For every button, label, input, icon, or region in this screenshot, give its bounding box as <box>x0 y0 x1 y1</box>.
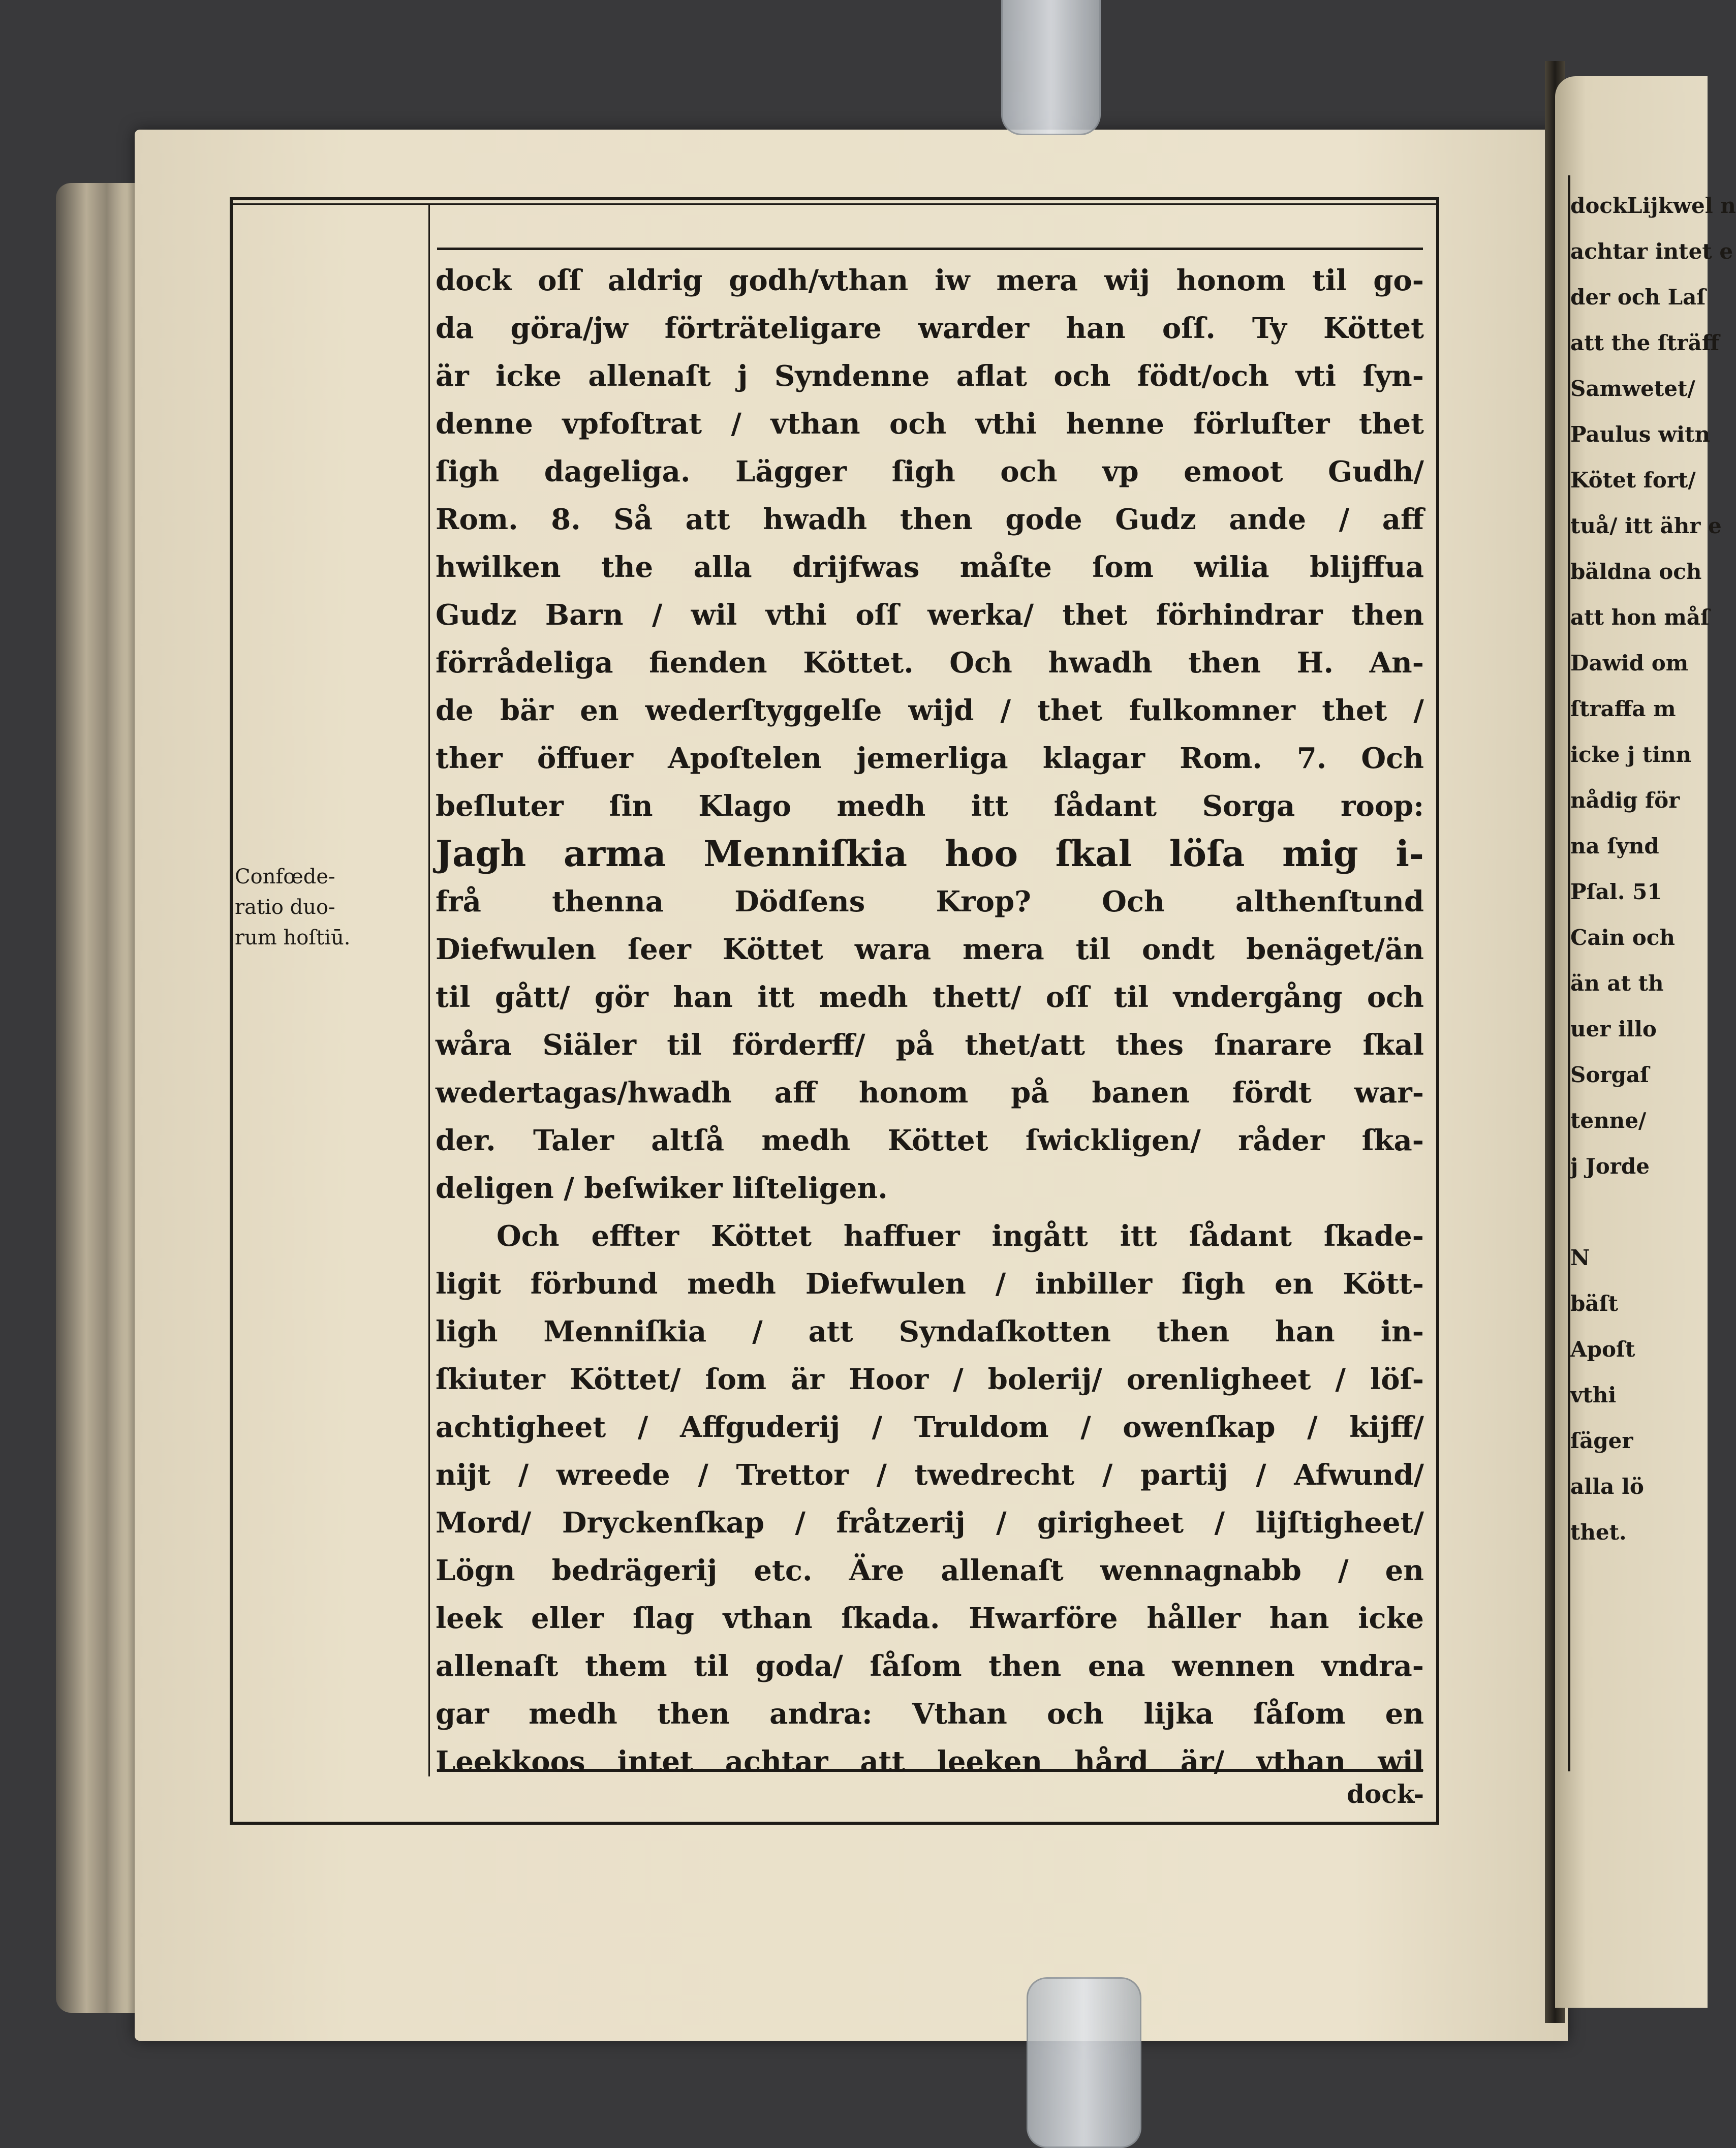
text-line: nijt / wreede / Trettor / twedrecht / partij / Afwund/ <box>436 1458 1424 1492</box>
margin-note-line: rum hoſtiū. <box>235 926 351 949</box>
right-page-text <box>1570 183 1736 1555</box>
text-line: allenaſt them til goda/ ſåſom then ena wennen vndra- <box>436 1649 1424 1683</box>
text-line: Diefwulen ſeer Köttet wara mera til ondt benäget/än <box>436 933 1424 966</box>
right-page-line: ſäger <box>1570 1428 1633 1453</box>
right-page-line: j Jorde <box>1570 1154 1650 1179</box>
text-line: achtigheet / Affguderij / Truldom / owenſkap / kijff/ <box>436 1410 1424 1444</box>
text-line: frå thenna Dödſens Krop? Och althenſtund <box>436 885 1424 918</box>
text-line: denne vpfoſtrat / vthan och vthi henne förluſter thet <box>436 407 1424 441</box>
right-page-line <box>1570 1189 1695 1235</box>
page-clip-bottom <box>1027 1977 1141 2148</box>
right-page-line: dockLijkwel n <box>1570 193 1736 218</box>
frame-double-rule <box>230 203 1439 205</box>
right-page-line: vthi <box>1570 1383 1617 1407</box>
text-line: dock oſſ aldrig godh/vthan iw mera wij honom til go- <box>436 264 1424 297</box>
text-line: Jagh arma Menniſkia hoo ſkal löſa mig i- <box>436 833 1424 875</box>
right-page-line: tuå/ itt ähr e <box>1570 513 1722 538</box>
right-page-line: Samwetet/ <box>1570 376 1695 401</box>
text-line: ſkiuter Köttet/ ſom är Hoor / bolerij/ orenligheet / löſ- <box>436 1363 1424 1396</box>
text-line: de bär en wederſtyggelſe wijd / thet fulkomner thet / <box>436 694 1424 727</box>
margin-note-line: Confœde- <box>235 865 335 888</box>
right-page-line: Kötet fort/ <box>1570 468 1696 493</box>
text-line: förrådeliga fienden Köttet. Och hwadh then H. An- <box>436 646 1424 680</box>
text-line: Lögn bedrägerij etc. Äre allenaſt wennagnabb / en <box>436 1554 1424 1587</box>
right-page-line: Paulus witn <box>1570 422 1711 447</box>
text-line: ligit förbund medh Diefwulen / inbiller ſigh en Kött- <box>436 1267 1424 1301</box>
text-line: ligh Menniſkia / att Syndaſkotten then han in- <box>436 1315 1424 1348</box>
right-page-line: nådig för <box>1570 788 1680 813</box>
right-page-line: alla lö <box>1570 1474 1644 1499</box>
right-page-line: ſtraffa m <box>1570 696 1676 721</box>
head-rule <box>437 248 1423 250</box>
text-line: Mord/ Dryckenſkap / fråtzerij / girigheet / lijſtigheet/ <box>436 1506 1424 1540</box>
text-line: är icke allenaſt j Syndenne aflat och födt/och vti ſyn- <box>436 359 1424 393</box>
right-page-line: na ſynd <box>1570 834 1659 858</box>
right-page-line: achtar intet e <box>1570 239 1733 264</box>
text-line: ther öffuer Apoſtelen jemerliga klagar Rom. 7. Och <box>436 742 1424 775</box>
margin-note <box>235 862 428 953</box>
text-line: Och effter Köttet haffuer ingått itt ſådant ſkade- <box>497 1219 1424 1253</box>
text-line: ſigh dageliga. Lägger ſigh och vp emoot Gudh/ <box>436 455 1424 488</box>
right-page-line: att hon måſ <box>1570 605 1710 630</box>
right-page-line: än at th <box>1570 971 1664 996</box>
right-page-line: Sorgaſ <box>1570 1062 1650 1087</box>
text-line: der. Taler altſå medh Köttet ſwickligen/ råder ſka- <box>436 1124 1424 1157</box>
right-page-line: bäſt <box>1570 1291 1619 1316</box>
text-line: wedertagas/hwadh aff honom på banen fördt war- <box>436 1076 1424 1110</box>
right-page-line: Cain och <box>1570 925 1675 950</box>
right-page-line: att the ſträff <box>1570 330 1720 355</box>
text-line: beſluter ſin Klago medh itt ſådant Sorga roop: <box>436 789 1424 823</box>
right-page-line: tenne/ <box>1570 1108 1647 1133</box>
text-line: wåra Siäler til förderff/ på thet/att thes ſnarare ſkal <box>436 1028 1424 1062</box>
text-line: Rom. 8. Så att hwadh then gode Gudz ande / aff <box>436 503 1424 536</box>
right-page-line: bäldna och <box>1570 559 1702 584</box>
page-clip-top <box>1001 0 1101 135</box>
right-page-line: der och Laſ <box>1570 285 1706 310</box>
right-page-line: Pſal. 51 <box>1570 879 1662 904</box>
text-line: Leekkoos intet achtar att leeken hård är/ vthan wil <box>436 1745 1424 1778</box>
text-line: Gudz Barn / wil vthi oſſ werka/ thet förhindrar then <box>436 598 1424 632</box>
right-page-line: icke j tinn <box>1570 742 1692 767</box>
right-page-line: thet. <box>1570 1520 1627 1545</box>
main-text-column <box>436 257 1424 1786</box>
text-line: deligen / beſwiker liſteligen. <box>436 1172 888 1205</box>
catchword: dock- <box>1347 1779 1424 1809</box>
margin-column-rule <box>428 203 430 1776</box>
text-line: da göra/jw förträteligare warder han oſſ. Ty Köttet <box>436 312 1424 345</box>
margin-note-line: ratio duo- <box>235 896 335 919</box>
right-page-line: Apoſt <box>1570 1337 1635 1362</box>
text-line: hwilken the alla drijfwas måſte ſom wilia blijffua <box>436 550 1424 584</box>
text-line: leek eller ſlag vthan ſkada. Hwarföre håller han icke <box>436 1602 1424 1635</box>
right-page-line: N <box>1570 1245 1590 1270</box>
right-page-line: uer illo <box>1570 1017 1657 1041</box>
text-line: til gått/ gör han itt medh thett/ oſſ til vndergång och <box>436 980 1424 1014</box>
text-line: gar medh then andra: Vthan och lijka ſåſom en <box>436 1697 1424 1731</box>
right-page-line: Dawid om <box>1570 651 1689 676</box>
